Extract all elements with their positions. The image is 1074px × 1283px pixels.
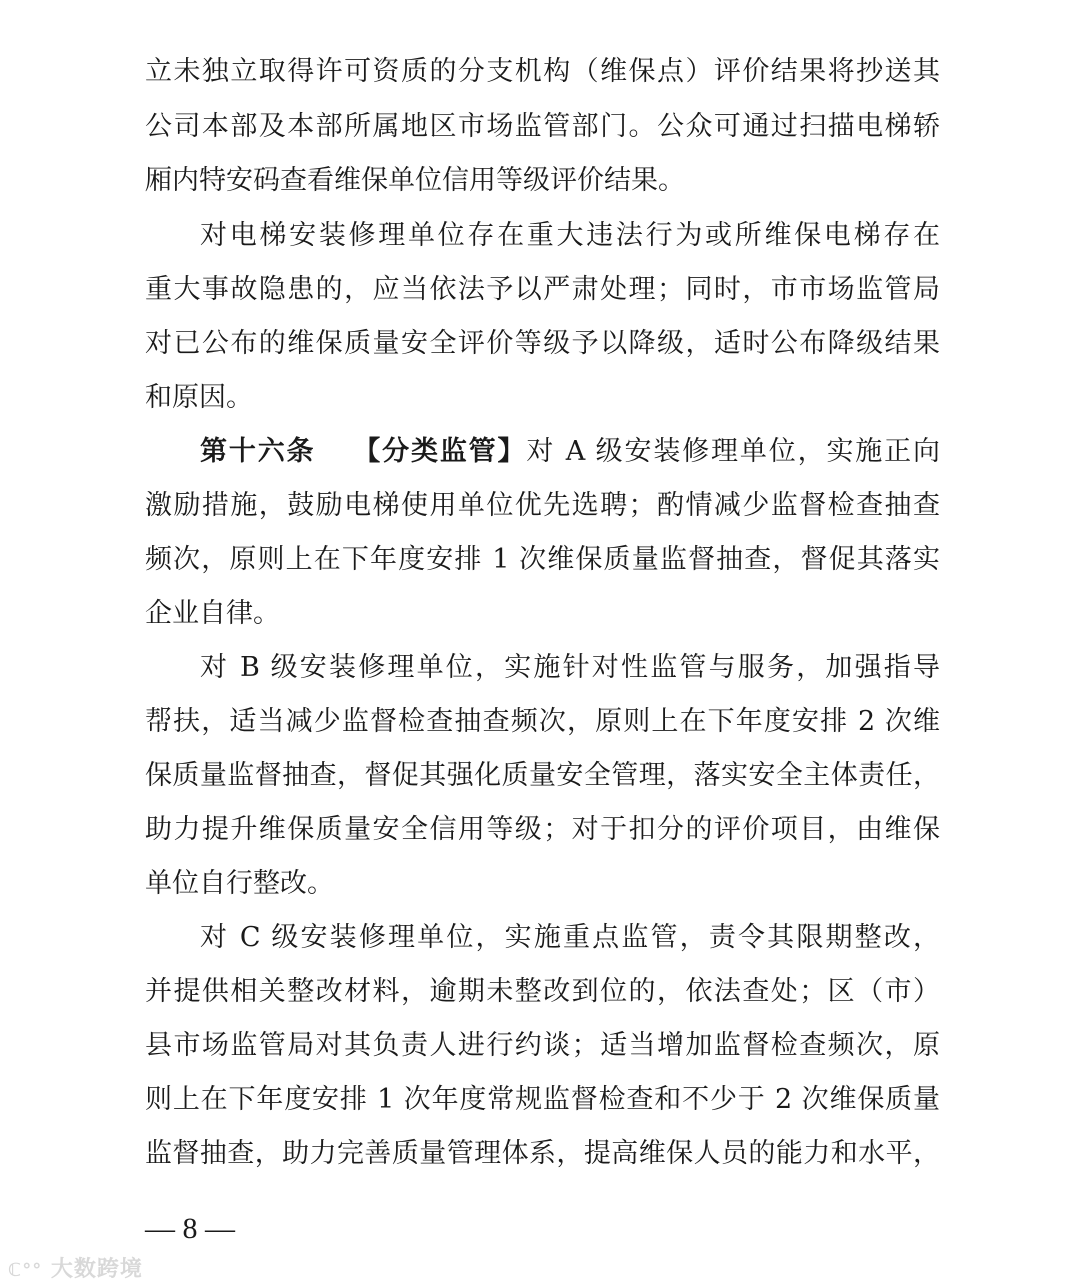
text-line: 对 C 级安装修理单位，实施重点监管，责令其限期整改， bbox=[200, 922, 940, 953]
text-line: 县市场监管局对其负责人进行约谈；适当增加监督检查频次，原 bbox=[145, 1030, 940, 1061]
text-line: 厢内特安码查看维保单位信用等级评价结果。 bbox=[145, 165, 685, 196]
article-heading-line bbox=[200, 425, 940, 479]
watermark-logo bbox=[8, 1252, 143, 1283]
text-line: 并提供相关整改材料，逾期未整改到位的，依法查处；区（市） bbox=[145, 976, 940, 1007]
text-line: 对 B 级安装修理单位，实施针对性监管与服务，加强指导 bbox=[200, 652, 940, 683]
text-line: 监督抽查，助力完善质量管理体系，提高维保人员的能力和水平， bbox=[145, 1138, 940, 1169]
text-line: 激励措施，鼓励电梯使用单位优先选聘；酌情减少监督检查抽查 bbox=[145, 490, 940, 521]
text-line: 企业自律。 bbox=[145, 598, 280, 629]
text-line: 频次，原则上在下年度安排 1 次维保质量监督抽查，督促其落实 bbox=[145, 544, 940, 575]
text-line: 帮扶，适当减少监督检查抽查频次，原则上在下年度安排 2 次维 bbox=[145, 706, 940, 737]
text-line: 对 A 级安装修理单位，实施正向 bbox=[526, 436, 941, 467]
text-line: 和原因。 bbox=[145, 382, 253, 413]
text-line: 重大事故隐患的，应当依法予以严肃处理；同时，市市场监管局 bbox=[145, 274, 940, 305]
text-line: 助力提升维保质量安全信用等级；对于扣分的评价项目，由维保 bbox=[145, 814, 940, 845]
text-line: 立未独立取得许可资质的分支机构（维保点）评价结果将抄送其 bbox=[145, 56, 940, 87]
article-title: 【分类监管】 bbox=[351, 436, 527, 467]
text-line: 对电梯安装修理单位存在重大违法行为或所维保电梯存在 bbox=[200, 220, 940, 251]
article-number: 第十六条 bbox=[200, 436, 316, 467]
watermark-text: 大数跨境 bbox=[50, 1257, 143, 1282]
page-number: — 8 — bbox=[145, 1212, 235, 1245]
text-line: 单位自行整改。 bbox=[145, 868, 334, 899]
text-line: 公司本部及本部所属地区市场监管部门。公众可通过扫描电梯轿 bbox=[145, 111, 940, 142]
text-line: 对已公布的维保质量安全评价等级予以降级，适时公布降级结果 bbox=[145, 328, 940, 359]
text-line: 则上在下年度安排 1 次年度常规监督检查和不少于 2 次维保质量 bbox=[145, 1084, 940, 1115]
watermark-icon: ℂ°° bbox=[8, 1260, 43, 1281]
text-line: 保质量监督抽查，督促其强化质量安全管理，落实安全主体责任， bbox=[145, 760, 940, 791]
